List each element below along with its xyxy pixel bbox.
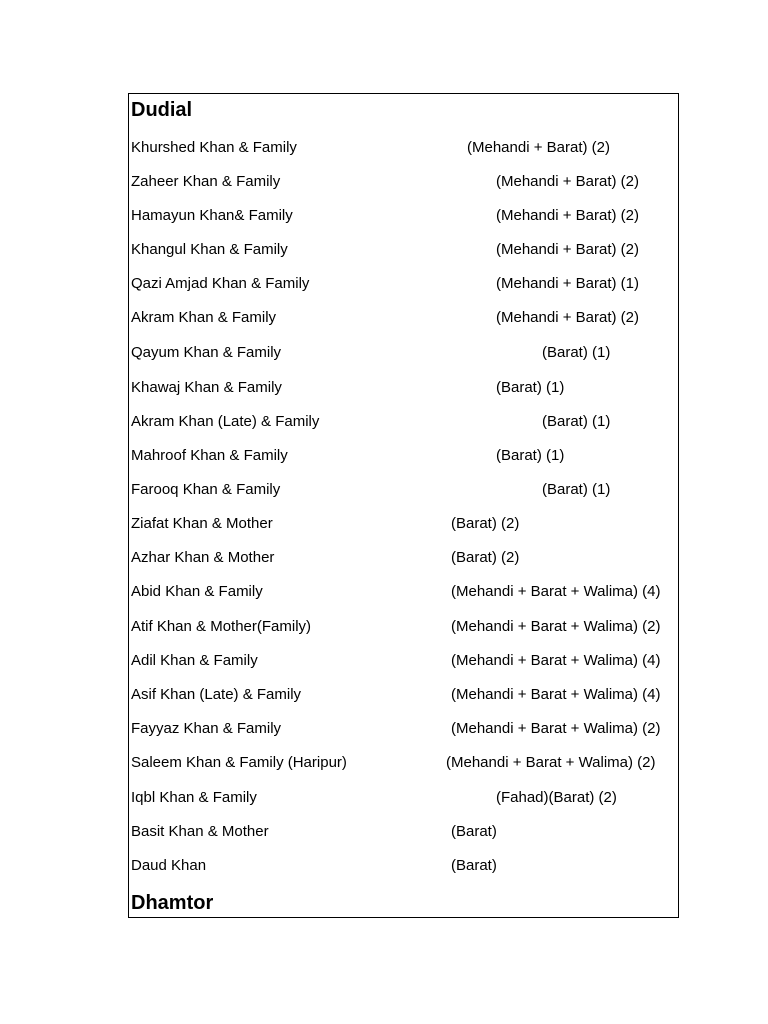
guest-name: Hamayun Khan& Family <box>131 207 293 224</box>
guest-events: (Barat) <box>451 823 497 840</box>
guest-name: Abid Khan & Family <box>131 583 263 600</box>
guest-row <box>129 170 678 194</box>
guest-events: (Barat) (2) <box>451 549 520 566</box>
guest-events: (Barat) (1) <box>496 447 565 464</box>
guest-name: Basit Khan & Mother <box>131 823 269 840</box>
guest-events: (Mehandi + Barat) (2) <box>496 207 639 224</box>
guest-events: (Mehandi + Barat) (1) <box>496 275 639 292</box>
guest-events: (Mehandi + Barat + Walima) (4) <box>451 583 661 600</box>
guest-events: (Barat) (2) <box>451 515 520 532</box>
guest-row <box>129 341 678 365</box>
guest-name: Adil Khan & Family <box>131 652 258 669</box>
guest-events: (Mehandi + Barat + Walima) (2) <box>451 618 661 635</box>
guest-events: (Fahad)(Barat) (2) <box>496 789 617 806</box>
guest-events: (Mehandi + Barat + Walima) (2) <box>451 720 661 737</box>
guest-events: (Mehandi + Barat + Walima) (4) <box>451 686 661 703</box>
guest-events: (Barat) (1) <box>542 481 611 498</box>
guest-name: Khurshed Khan & Family <box>131 139 297 156</box>
guest-events: (Mehandi + Barat + Walima) (4) <box>451 652 661 669</box>
section-heading-dhamtor: Dhamtor <box>131 892 214 914</box>
guest-row <box>129 512 678 536</box>
guest-name: Iqbl Khan & Family <box>131 789 257 806</box>
guest-row <box>129 136 678 160</box>
guest-name: Atif Khan & Mother(Family) <box>131 618 312 635</box>
guest-row <box>129 546 678 570</box>
guest-name: Qayum Khan & Family <box>131 344 282 361</box>
guest-row <box>129 717 678 741</box>
guest-name: Zaheer Khan & Family <box>131 173 281 190</box>
guest-events: (Mehandi + Barat) (2) <box>496 309 639 326</box>
guest-name: Azhar Khan & Mother <box>131 549 275 566</box>
guest-row <box>129 306 678 330</box>
guest-events: (Barat) (1) <box>542 413 611 430</box>
guest-events: (Mehandi + Barat + Walima) (2) <box>446 754 656 771</box>
guest-name: Ziafat Khan & Mother <box>131 515 273 532</box>
guest-row <box>129 376 678 400</box>
guest-row <box>129 751 678 775</box>
guest-name: Saleem Khan & Family (Haripur) <box>131 754 347 771</box>
guest-row <box>129 854 678 878</box>
guest-events: (Barat) (1) <box>496 379 565 396</box>
guest-name: Daud Khan <box>131 857 207 874</box>
guest-row <box>129 615 678 639</box>
guest-row <box>129 204 678 228</box>
guest-name: Asif Khan (Late) & Family <box>131 686 302 703</box>
guest-events: (Mehandi + Barat) (2) <box>496 241 639 258</box>
guest-row <box>129 580 678 604</box>
guest-row <box>129 820 678 844</box>
guest-name: Akram Khan & Family <box>131 309 277 326</box>
guest-name: Mahroof Khan & Family <box>131 447 288 464</box>
guest-events: (Mehandi + Barat) (2) <box>467 139 610 156</box>
guest-row <box>129 410 678 434</box>
guest-row <box>129 786 678 810</box>
section-heading-dudial: Dudial <box>131 99 193 121</box>
guest-name: Akram Khan (Late) & Family <box>131 413 320 430</box>
guest-name: Khangul Khan & Family <box>131 241 288 258</box>
guest-events: (Barat) (1) <box>542 344 611 361</box>
guest-row <box>129 683 678 707</box>
guest-row <box>129 649 678 673</box>
guest-row <box>129 444 678 468</box>
guest-events: (Mehandi + Barat) (2) <box>496 173 639 190</box>
guest-name: Khawaj Khan & Family <box>131 379 282 396</box>
guest-list-box <box>128 93 679 918</box>
guest-events: (Barat) <box>451 857 497 874</box>
guest-row <box>129 272 678 296</box>
guest-row <box>129 478 678 502</box>
guest-row <box>129 238 678 262</box>
guest-name: Fayyaz Khan & Family <box>131 720 282 737</box>
guest-name: Farooq Khan & Family <box>131 481 281 498</box>
guest-name: Qazi Amjad Khan & Family <box>131 275 310 292</box>
